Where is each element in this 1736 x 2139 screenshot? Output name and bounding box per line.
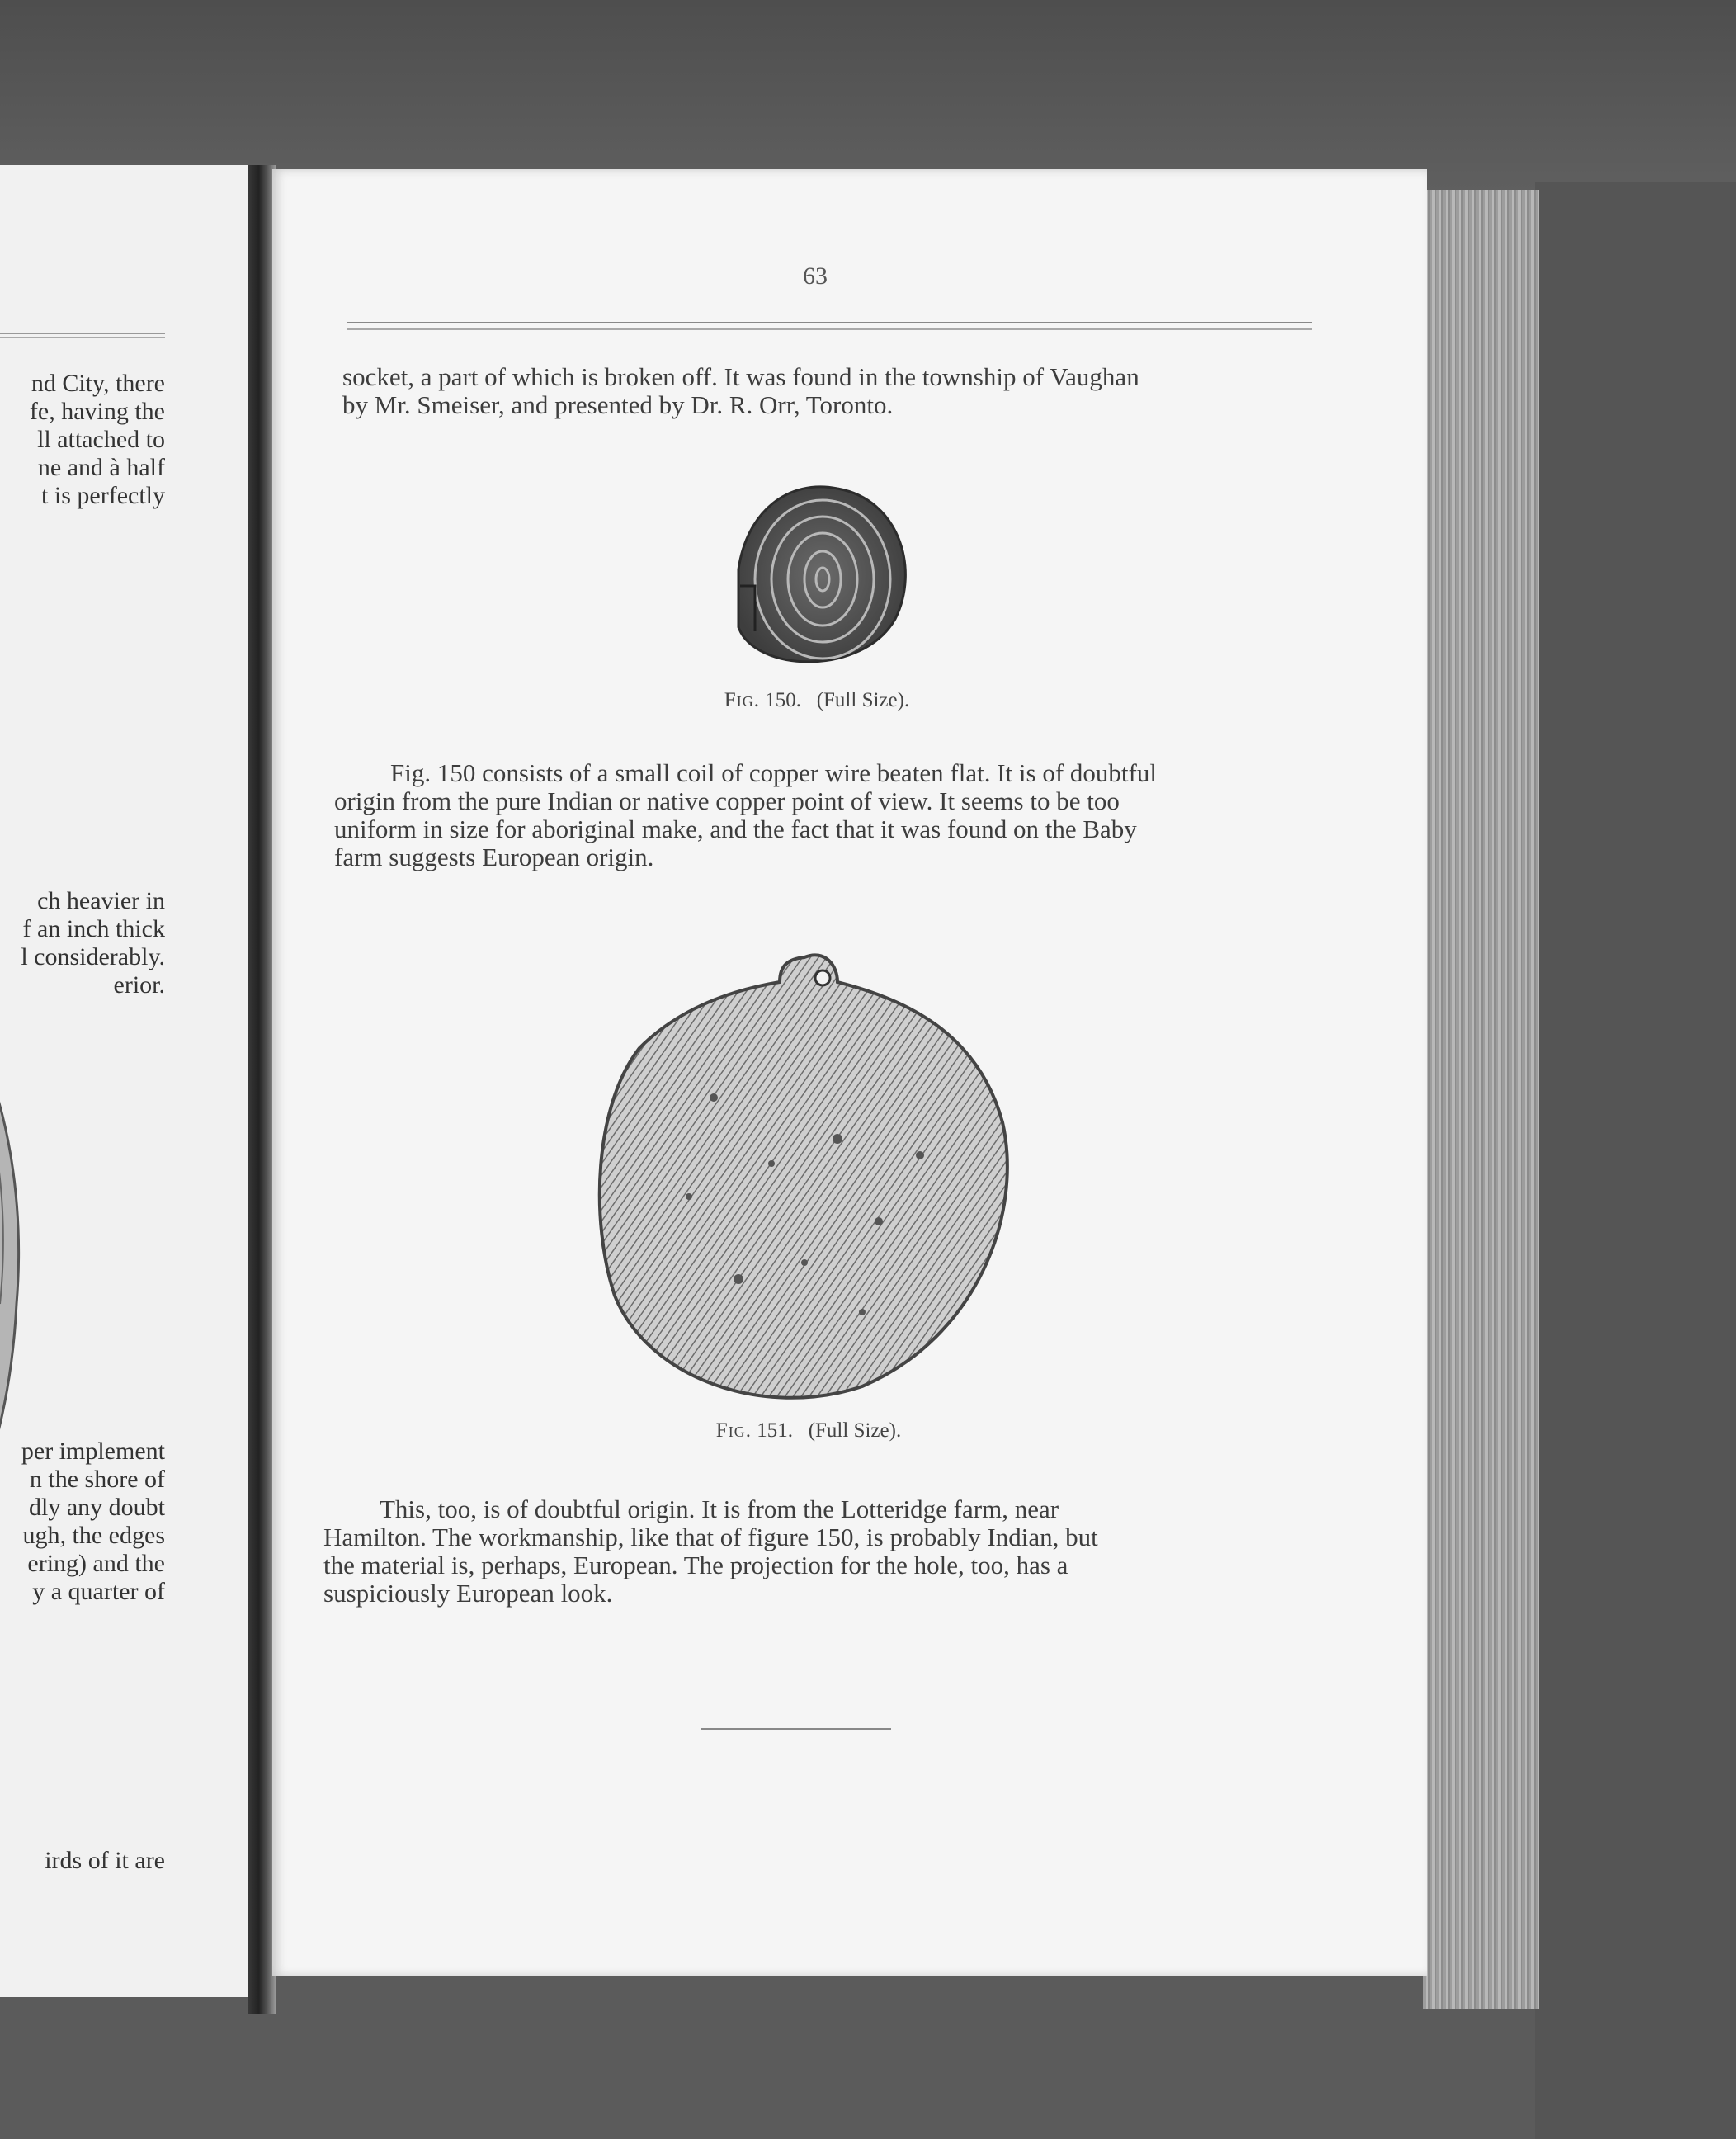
left-line: ll attached to (37, 426, 165, 453)
text-line: This, too, is of doubtful origin. It is from the Lotteridge farm, near (380, 1494, 1059, 1523)
left-page-head-rule (0, 333, 165, 338)
background-right (1535, 182, 1736, 2139)
partial-artifact-drawing (0, 1040, 33, 1502)
left-line: l considerably. (21, 943, 165, 970)
left-line: per implement (21, 1438, 165, 1465)
left-line: fe, having the (29, 398, 165, 425)
left-line: t is perfectly (41, 482, 165, 509)
head-rule (347, 322, 1312, 330)
fig-150-copper-coil-image (722, 479, 916, 681)
left-line: ch heavier in (37, 887, 165, 914)
text-line: Hamilton. The workmanship, like that of figure 150, is probably Indian, but (323, 1523, 1098, 1551)
book-gutter (248, 165, 276, 2014)
left-line: ering) and the (27, 1550, 165, 1577)
page-number: 63 (803, 262, 828, 290)
left-line: dly any doubt (29, 1494, 165, 1521)
left-line: nd City, there (31, 370, 165, 397)
text-line: uniform in size for aboriginal make, and the fact that it was found on the Baby (334, 815, 1137, 843)
left-line: ugh, the edges (22, 1522, 165, 1549)
fig-label: Fig. (715, 1419, 752, 1442)
left-line: ne and à half (37, 454, 165, 481)
text-line: origin from the pure Indian or native copper point of view. It seems to be too (334, 786, 1120, 815)
text-line: farm suggests European origin. (334, 843, 654, 871)
background-top (0, 0, 1736, 190)
text-line: the material is, perhaps, European. The projection for the hole, too, has a (323, 1551, 1068, 1579)
text-line: by Mr. Smeiser, and presented by Dr. R. Orr, Toronto. (342, 390, 894, 419)
fig-151-caption (635, 1419, 982, 1443)
left-line: erior. (113, 971, 165, 999)
left-line: n the shore of (29, 1466, 165, 1493)
fig-size-note: (Full Size). (816, 689, 910, 711)
text-line: socket, a part of which is broken off. It was found in the township of Vaughan (342, 362, 1139, 391)
left-line: irds of it are (45, 1847, 165, 1874)
text-line: Fig. 150 consists of a small coil of copper wire beaten flat. It is of doubtful (390, 758, 1157, 787)
fig-150-caption (652, 689, 982, 712)
fig-label: Fig. (724, 689, 760, 711)
left-page (0, 165, 256, 1997)
fig-size-note: (Full Size). (808, 1419, 902, 1442)
section-end-rule (701, 1728, 891, 1730)
page-edges (1423, 190, 1539, 2009)
text-line: suspiciously European look. (323, 1579, 613, 1608)
fig-number: 150. (765, 689, 801, 711)
fig-number: 151. (757, 1419, 793, 1442)
fig-151-description (323, 1495, 1098, 1608)
fig-151-copper-disc-image (590, 949, 1019, 1411)
fig-150-description (334, 759, 1157, 871)
left-line: y a quarter of (32, 1578, 165, 1605)
opening-paragraph (342, 363, 1139, 419)
left-line: f an inch thick (22, 915, 165, 942)
